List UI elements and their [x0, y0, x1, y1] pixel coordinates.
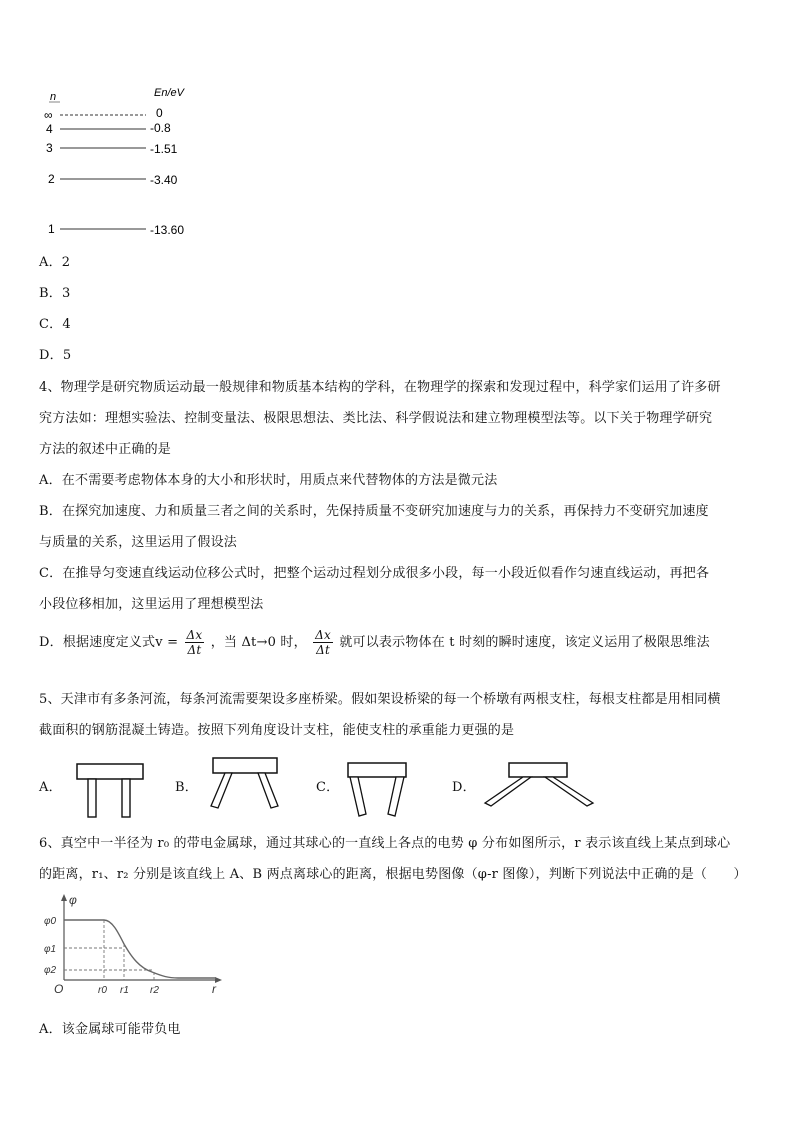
y-tick-label: φ0 — [44, 916, 57, 927]
y-axis-label: φ — [69, 893, 77, 907]
x-axis-arrow — [215, 977, 222, 983]
potential-curve — [64, 920, 216, 978]
level-energy-label: -13.60 — [150, 223, 185, 237]
y-tick-label: φ1 — [44, 944, 57, 955]
level-energy-label: -3.40 — [150, 173, 178, 187]
x-axis-label: r — [212, 982, 216, 996]
q4-option-c-line-1: C．在推导匀变速直线运动位移公式时，把整个运动过程划分成很多小段，每一小段近似看作匀速直线运动，再把各 — [39, 566, 710, 581]
q4-option-c-line-2: 小段位移相加，这里运用了理想模型法 — [39, 597, 264, 612]
pillar-design-a — [75, 762, 147, 820]
q5-option-b-label: B． — [175, 780, 198, 795]
q4-d-middle: ，当 Δt→0 时， — [210, 635, 307, 650]
level-n-label: ∞ — [44, 108, 53, 122]
x-tick-label: r1 — [120, 985, 129, 996]
level-n-label: 4 — [46, 122, 53, 136]
q5-option-d-label: D． — [452, 780, 476, 795]
origin-label: O — [54, 982, 64, 996]
n-axis-label: n — [50, 91, 57, 103]
fraction-denominator: Δt — [316, 643, 330, 657]
q4-stem-line-2: 究方法如：理想实验法、控制变量法、极限思想法、类比法、科学假说法和建立物理模型法等。以下关于物理学研究 — [39, 411, 713, 426]
option-a: A．2 — [39, 255, 71, 270]
q4-option-a: A．在不需要考虑物体本身的大小和形状时，用质点来代替物体的方法是微元法 — [39, 473, 498, 488]
level-n-label: 3 — [46, 141, 53, 155]
fraction-numerator: Δx — [186, 628, 203, 642]
fraction-numerator: Δx — [315, 628, 331, 642]
level-energy-label: -1.51 — [150, 142, 178, 156]
level-n-label: 1 — [48, 222, 55, 236]
level-energy-label: 0 — [156, 106, 163, 120]
energy-level-diagram — [38, 84, 208, 240]
option-d: D．5 — [39, 348, 72, 363]
q5-option-a-label: A． — [39, 780, 62, 795]
x-tick-label: r0 — [98, 985, 107, 996]
q4-option-d — [39, 628, 710, 657]
q6-stem-line-1: 6、真空中一半径为 r₀ 的带电金属球，通过其球心的一直线上各点的电势 φ 分布如图所示，r 表示该直线上某点到球心 — [39, 836, 731, 851]
velocity-fraction-2 — [313, 628, 333, 657]
option-c: C．4 — [39, 317, 71, 332]
q5-stem-line-1: 5、天津市有多条河流，每条河流需要架设多座桥梁。假如架设桥梁的每一个桥墩有两根支柱，每根支柱都是用相同横 — [39, 692, 721, 707]
q4-d-prefix: D．根据速度定义式v = — [39, 635, 179, 650]
q4-d-suffix: 就可以表示物体在 t 时刻的瞬时速度，该定义运用了极限思维法 — [339, 635, 710, 650]
y-tick-label: φ2 — [44, 965, 57, 976]
pillar-design-b — [205, 756, 285, 811]
q5-option-c-label: C． — [316, 780, 340, 795]
q4-option-b-line-2: 与质量的关系，这里运用了假设法 — [39, 535, 238, 550]
energy-axis-label: En/eV — [154, 87, 184, 99]
q4-stem-line-3: 方法的叙述中正确的是 — [39, 442, 172, 457]
option-b: B．3 — [39, 286, 71, 301]
x-tick-label: r2 — [150, 985, 159, 996]
q5-stem-line-2: 截面积的钢筋混凝土铸造。按照下列角度设计支柱，能使支柱的承重能力更强的是 — [39, 723, 515, 738]
y-axis-arrow — [61, 894, 67, 901]
pillar-design-c — [342, 760, 412, 818]
q6-stem-line-2: 的距离，r₁、r₂ 分别是该直线上 A、B 两点离球心的距离，根据电势图像（φ-r 图像），判断下列说法中正确的是（ ） — [39, 867, 747, 882]
potential-graph — [40, 892, 230, 998]
level-n-label: 2 — [48, 172, 55, 186]
q4-stem-line-1: 4、物理学是研究物质运动最一般规律和物质基本结构的学科，在物理学的探索和发现过程中，科学家们运用了许多研 — [39, 380, 721, 395]
pillar-design-d — [483, 760, 595, 810]
velocity-fraction — [185, 628, 205, 657]
fraction-denominator: Δt — [187, 643, 202, 657]
level-energy-label: -0.8 — [150, 121, 171, 135]
q4-option-b-line-1: B．在探究加速度、力和质量三者之间的关系时，先保持质量不变研究加速度与力的关系，再保持力不变研究加速度 — [39, 504, 709, 519]
q6-option-a: A．该金属球可能带负电 — [39, 1022, 181, 1037]
